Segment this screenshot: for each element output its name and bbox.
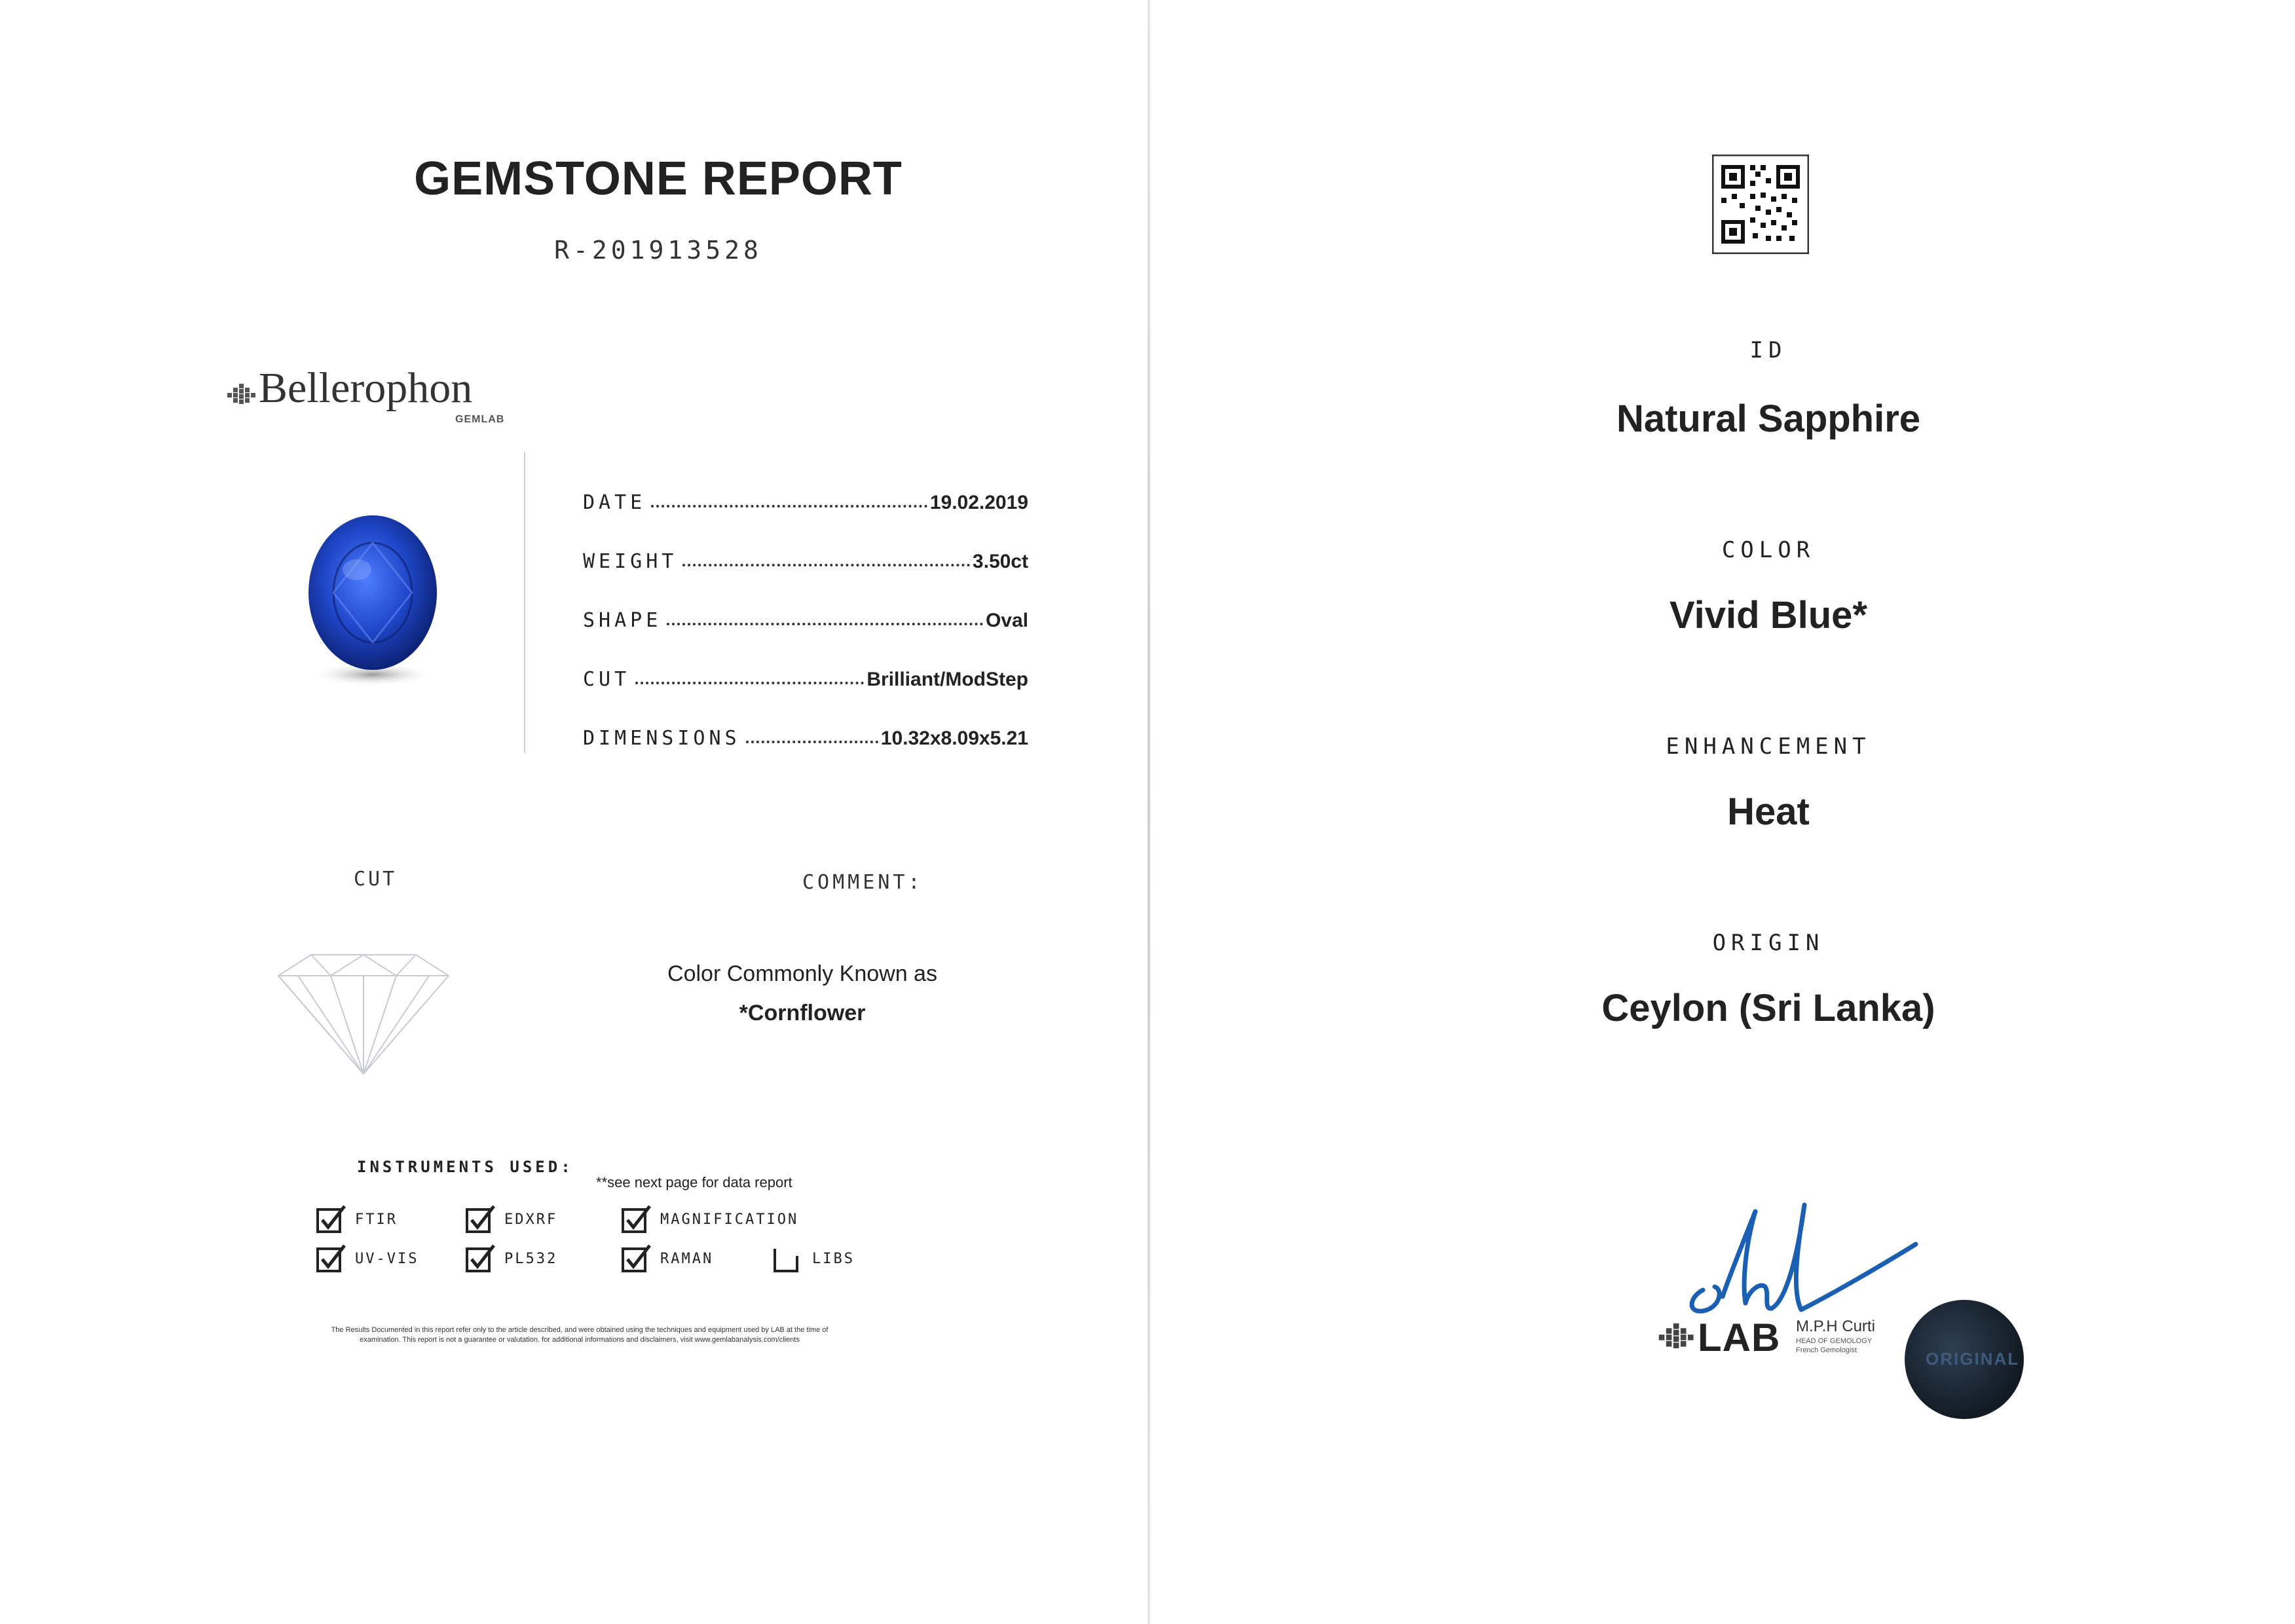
lab-logo (1657, 1315, 1780, 1360)
spec-row-shape (583, 599, 1028, 632)
spec-label-dimensions: DIMENSIONS (583, 727, 741, 750)
instrument-pl532 (465, 1243, 557, 1274)
spec-row-weight (583, 540, 1028, 573)
instrument-libs (773, 1243, 855, 1274)
signer-subtitle: French Gemologist (1796, 1346, 1857, 1354)
spec-label-shape: SHAPE (583, 609, 662, 632)
leader-dots (651, 504, 927, 507)
spec-value-date: 19.02.2019 (929, 492, 1028, 513)
comment-label: COMMENT: (802, 871, 924, 894)
checkbox-checked-icon (316, 1243, 348, 1274)
instrument-uv-vis (316, 1243, 419, 1274)
checkbox-checked-icon (316, 1204, 348, 1235)
id-value: Natural Sapphire (1616, 397, 1921, 440)
instrument-edxrf (465, 1204, 557, 1235)
checkbox-checked-icon (621, 1204, 654, 1235)
instrument-name: EDXRF (504, 1211, 558, 1228)
instruments-label: INSTRUMENTS USED: (357, 1158, 574, 1176)
spec-value-weight: 3.50ct (972, 551, 1028, 572)
instrument-name: FTIR (355, 1211, 398, 1228)
spec-label-date: DATE (583, 491, 646, 514)
id-label: ID (1749, 337, 1787, 363)
qr-code-icon (1712, 155, 1809, 254)
leader-dots (667, 622, 983, 625)
comment-line-2: *Cornflower (739, 1001, 866, 1025)
brand-sub: GEMLAB (455, 414, 505, 425)
spec-row-dimensions (583, 717, 1028, 750)
spec-label-weight: WEIGHT (583, 550, 678, 573)
leader-dots (746, 740, 878, 743)
instrument-ftir (316, 1204, 398, 1235)
lab-name: LAB (1698, 1316, 1781, 1359)
page-fold (1148, 0, 1150, 1624)
spec-row-cut (583, 658, 1028, 691)
origin-value: Ceylon (Sri Lanka) (1601, 987, 1935, 1029)
report-number: R-201913528 (554, 236, 762, 265)
enhancement-label: ENHANCEMENT (1666, 733, 1871, 760)
spec-label-cut: CUT (583, 668, 631, 691)
seal-text: ORIGINAL (1926, 1349, 2020, 1369)
checkbox-checked-icon (465, 1204, 498, 1235)
spec-row-date (583, 481, 1028, 514)
leader-dots (635, 681, 864, 684)
cut-diagram-icon (272, 950, 455, 1080)
checkbox-checked-icon (465, 1243, 498, 1274)
spec-value-cut: Brilliant/ModStep (867, 669, 1028, 690)
disclaimer-line-1: The Results Documented in this report refer only to the article described, and were obtained using the techniques and equipment used by LAB at the time of (331, 1326, 829, 1334)
report-title: GEMSTONE REPORT (414, 153, 903, 205)
diamond-logo-icon (226, 381, 259, 410)
cut-diagram-label: CUT (354, 868, 398, 891)
checkbox-checked-icon (621, 1243, 654, 1274)
instrument-raman (621, 1243, 713, 1274)
disclaimer (291, 1325, 868, 1345)
leader-dots (682, 563, 970, 566)
instruments-note: **see next page for data report (596, 1174, 793, 1190)
enhancement-value: Heat (1727, 790, 1810, 833)
spec-value-dimensions: 10.32x8.09x5.21 (880, 728, 1028, 749)
sapphire-gem-image (305, 511, 441, 688)
color-label: COLOR (1721, 537, 1816, 563)
instrument-name: MAGNIFICATION (660, 1211, 799, 1228)
signer-name: M.P.H Curti (1796, 1318, 1875, 1335)
color-value: Vivid Blue* (1670, 594, 1867, 637)
instrument-name: LIBS (812, 1250, 855, 1267)
disclaimer-line-2: examination. This report is not a guarantee or valutation. for additional informations and disclaimers, visit www.gemlabanalysis.com/clients (360, 1336, 800, 1344)
signature-image (1683, 1198, 1919, 1329)
comment-line-1: Color Commonly Known as (667, 961, 937, 986)
instrument-name: UV-VIS (355, 1250, 419, 1267)
signer-title: HEAD OF GEMOLOGY (1796, 1337, 1873, 1345)
brand-name: Bellerophon (259, 364, 473, 412)
origin-label: ORIGIN (1712, 930, 1825, 956)
brand-logo (226, 364, 473, 412)
instrument-magnification (621, 1204, 798, 1235)
spec-value-shape: Oval (985, 610, 1028, 631)
instrument-name: RAMAN (660, 1250, 714, 1267)
instrument-name: PL532 (504, 1250, 558, 1267)
diamond-logo-icon (1657, 1320, 1698, 1356)
checkbox-unchecked-icon (773, 1243, 806, 1274)
